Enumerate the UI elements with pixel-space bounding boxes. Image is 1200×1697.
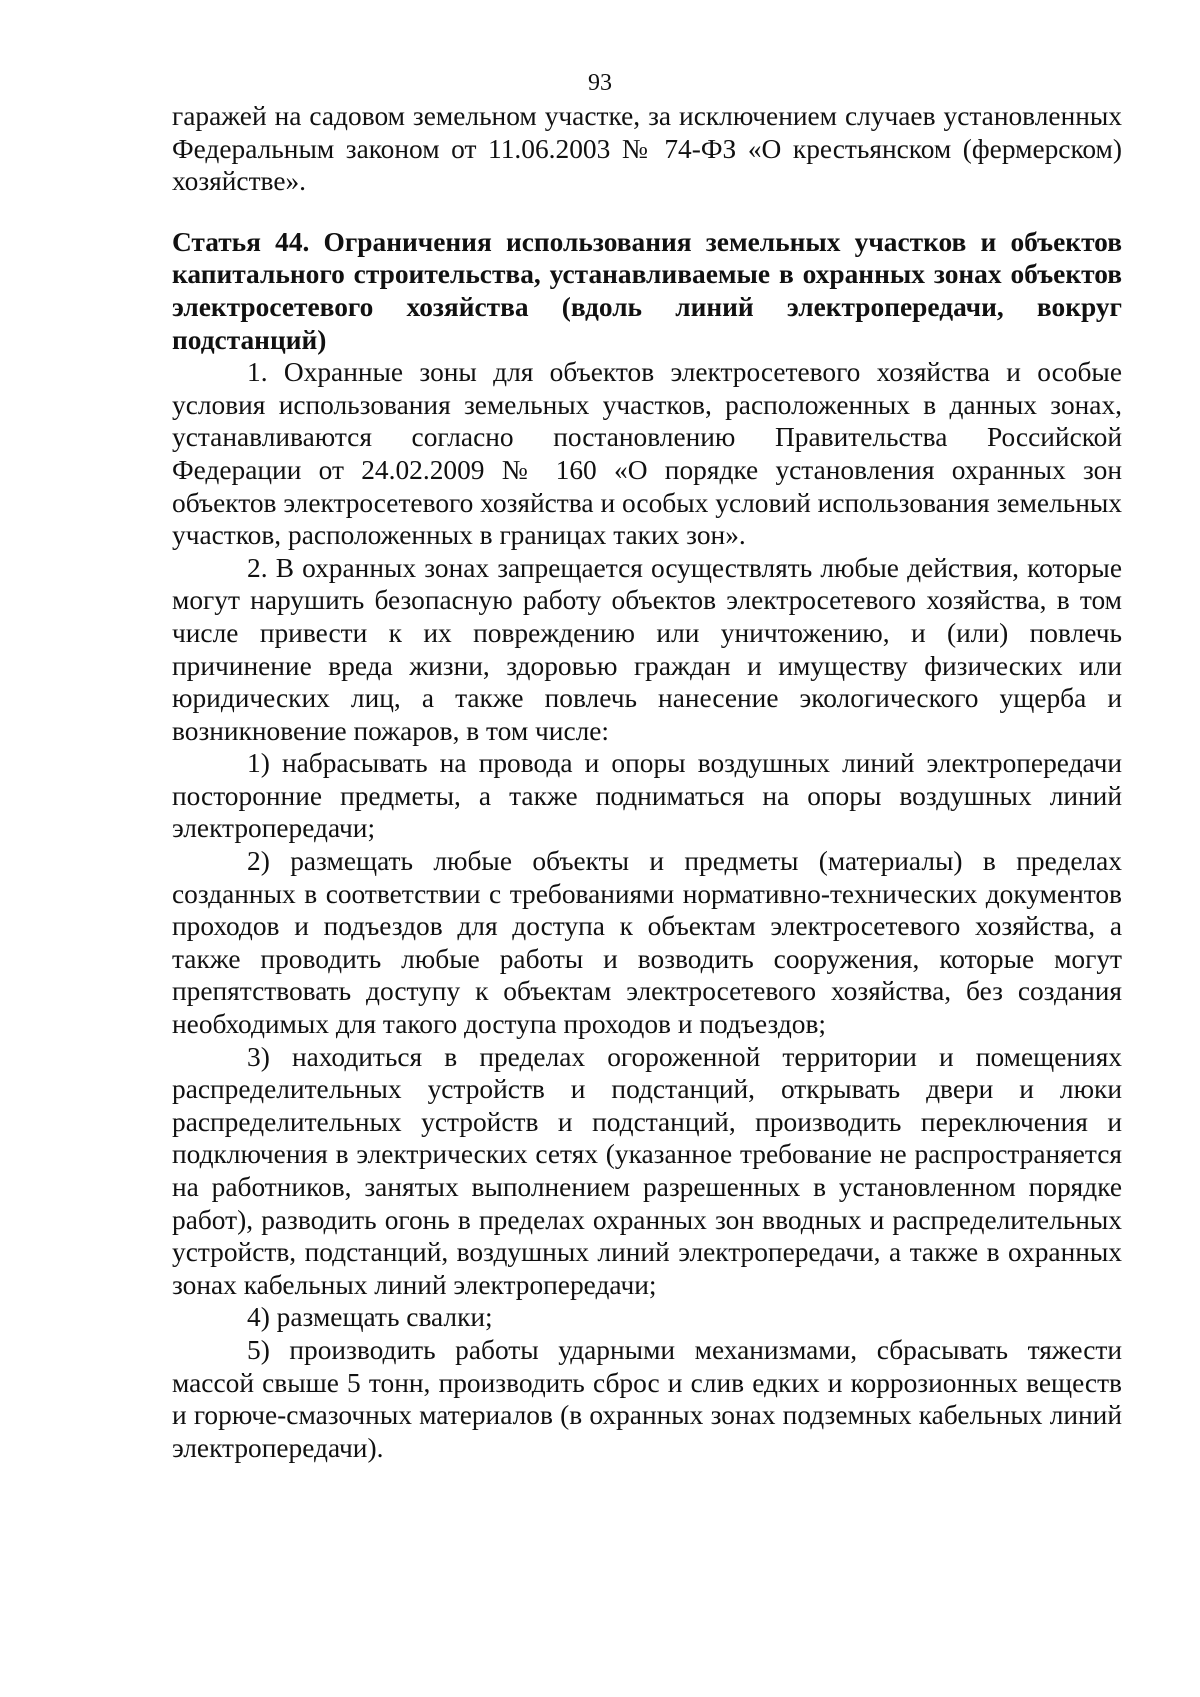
list-item-4: 4) размещать свалки; bbox=[247, 1302, 493, 1333]
intro-paragraph: гаражей на садовом земельном участке, за исключением случаев установленных Федеральным законом от 11.06.2003 № 74-ФЗ «О крестьянском (фермерском) хозяйстве». bbox=[172, 101, 1122, 197]
list-item-2: 2) размещать любые объекты и предметы (материалы) в пределах созданных в соответствии с требованиями нормативно-технических документов проходов и подъездов для доступа к объектам электросетевого хозяйства, а также проводить любые работы и возводить сооружения, которые могут препятствовать доступу к объектам электросетевого хозяйства, без создания необходимых для такого доступа проходов и подъездов; bbox=[172, 846, 1122, 1040]
paragraph-1: 1. Охранные зоны для объектов электросетевого хозяйства и особые условия использования земельных участков, расположенных в данных зонах, устанавливаются согласно постановлению Правительства Российской Федерации от 24.02.2009 № 160 «О порядке установления охранных зон объектов электросетевого хозяйства и особых условий использования земельных участков, расположенных в границах таких зон». bbox=[172, 357, 1122, 551]
list-item-3: 3) находиться в пределах огороженной территории и помещениях распределительных устройств и подстанций, открывать двери и люки распределительных устройств и подстанций, производить переключения и подключения в электрических сетях (указанное требование не распространяется на работников, занятых выполнением разрешенных в установленном порядке работ), разводить огонь в пределах охранных зон вводных и распределительных устройств, подстанций, воздушных линий электропередачи, а также в охранных зонах кабельных линий электропередачи; bbox=[172, 1041, 1122, 1300]
list-item-5: 5) производить работы ударными механизмами, сбрасывать тяжести массой свыше 5 тонн, производить сброс и слив едких и коррозионных веществ и горюче-смазочных материалов (в охранных зонах подземных кабельных линий электропередачи). bbox=[172, 1334, 1122, 1463]
document-body bbox=[172, 100, 1122, 1464]
page-number: 93 bbox=[588, 70, 612, 96]
list-item-1: 1) набрасывать на провода и опоры воздушных линий электропередачи посторонние предметы, а также подниматься на опоры воздушных линий электропередачи; bbox=[172, 748, 1122, 844]
paragraph-2: 2. В охранных зонах запрещается осуществлять любые действия, которые могут нарушить безопасную работу объектов электросетевого хозяйства, в том числе привести к их повреждению или уничтожению, и (или) повлечь причинение вреда жизни, здоровью граждан и имуществу физических или юридических лиц, а также повлечь нанесение экологического ущерба и возникновение пожаров, в том числе: bbox=[172, 552, 1122, 746]
article-heading: Статья 44. Ограничения использования земельных участков и объектов капитального строительства, устанавливаемые в охранных зонах объектов электросетевого хозяйства (вдоль линий электропередачи, вокруг подстанций) bbox=[172, 226, 1122, 355]
